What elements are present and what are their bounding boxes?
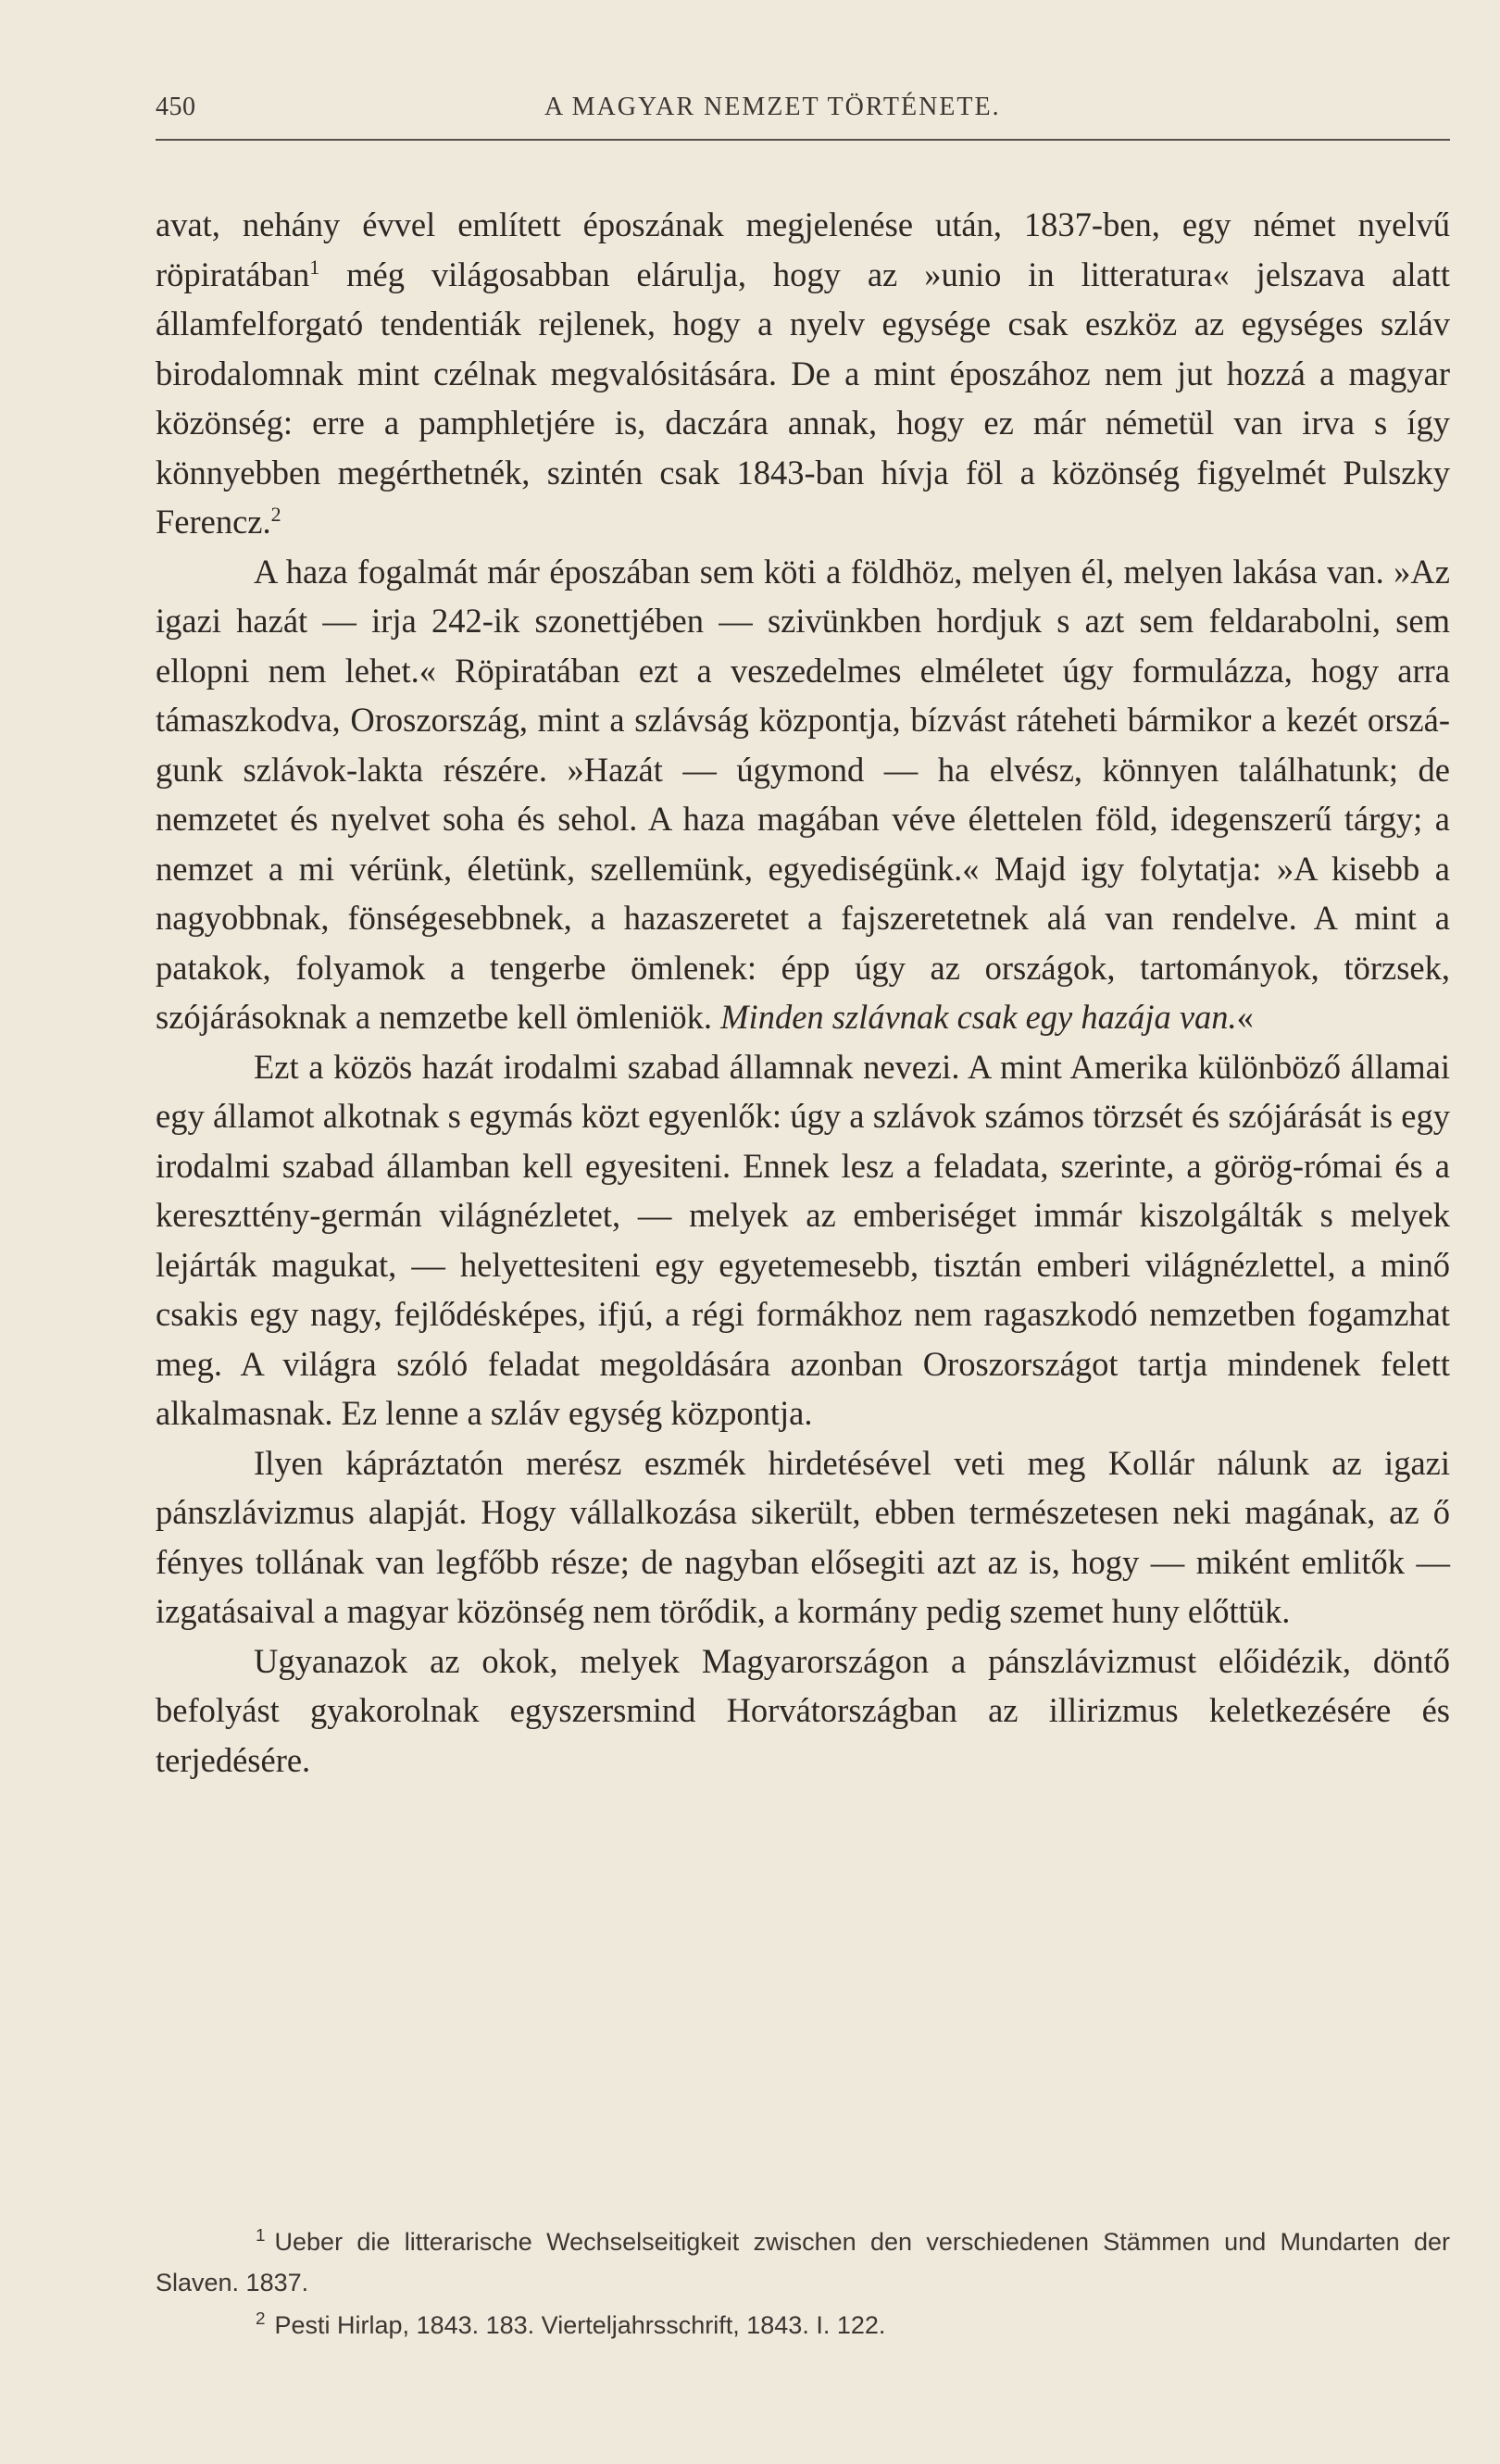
paragraph-text: « xyxy=(1236,998,1254,1036)
paragraph-text: még világosabban elárulja, hogy az »unio in litteratura« jelszava alatt államfelforgató tendentiák rejlenek, hogy a nyelv egysége csak eszköz az egységes szláv birodalomnak mint czélnak megvalósitására. De a mint époszához nem jut hozzá a magyar közönség: erre a pamphletjére is, daczára annak, hogy ez már németül van irva s így könnyebben megérthetnék, szintén csak 1843-ban hívja föl a közönség figyelmét Pulszky Ferencz. xyxy=(156,255,1450,541)
paragraph xyxy=(156,547,1450,1042)
paragraph xyxy=(156,1636,1450,1786)
footnotes xyxy=(156,2221,1450,2347)
footnote-text: Ueber die litterarische Wechselseitigkeit zwischen den verschiedenen Stämmen und Mundarten der Slaven. 1837. xyxy=(156,2228,1450,2296)
footnote-mark: 2 xyxy=(256,2309,266,2329)
footnote xyxy=(156,2221,1450,2303)
running-title: A MAGYAR NEMZET TÖRTÉNETE. xyxy=(544,93,1001,121)
footnote xyxy=(156,2305,1450,2346)
footnote-mark: 1 xyxy=(256,2226,266,2246)
paragraph-text: Ugyanazok az okok, melyek Magyarországon a pánszlávizmust előidézik, döntő befolyást gyakorolnak egyszersmind Horvátországban az illirizmus keletkezésére és terjedésére. xyxy=(156,1641,1450,1779)
page-number: 450 xyxy=(156,93,196,121)
paragraph-text: Ezt a közös hazát irodalmi szabad államnak nevezi. A mint Amerika különböző államai egy államot alkotnak s egymás közt egyenlők: úgy a szlávok számos törzsét és szójárását is egy irodalmi szabad államban kell egyesiteni. Ennek lesz a feladata, szerinte, a görög-római és a kereszttény-germán világnézletet, — melyek az emberiséget immár kiszolgálták s melyek lejárták magukat, — helyettesiteni egy egyetemesebb, tisztán emberi világnézlettel, a minő csakis egy nagy, fejlődésképes, ifjú, a régi formákhoz nem ragaszkodó nemzetben fogamzhat meg. A világra szóló feladat megoldására azonban Oroszországot tartja mindenek felett alkalmasnak. Ez lenne a szláv egység központja. xyxy=(156,1047,1450,1432)
paragraph xyxy=(156,1042,1450,1438)
paragraph xyxy=(156,1438,1450,1636)
paragraph-text: Ilyen kápráztatón merész eszmék hirdetésével veti meg Kollár nálunk az igazi pánszlávizmus alapját. Hogy vállalkozása sikerült, ebben természetesen neki magának, az ő fényes tollának van legfőbb része; de nagyban elősegiti azt az is, hogy — miként emlitők — izgatásaival a magyar közönség nem törődik, a kormány pedig szemet huny előttük. xyxy=(156,1443,1450,1630)
body-text xyxy=(156,200,1450,1785)
paragraph-text: avat, nehány évvel említett époszának megjelenése után, 1837-ben, egy német nyelvű röpiratában xyxy=(156,205,1450,293)
header-rule xyxy=(156,139,1450,141)
page-header xyxy=(156,93,1450,122)
paragraph-text: A haza fogalmát már époszában sem köti a földhöz, melyen él, melyen lakása van. »Az igazi hazát — irja 242-ik szonettjében — szivünkben hordjuk s azt sem feldarabolni, sem ellopni nem lehet.« Röpiratában ezt a veszedelmes elméletet úgy formulázza, hogy arra támaszkodva, Oroszország, mint a szlávság központja, bízvást ráteheti bármikor a kezét országunk szlávok-lakta részére. »Hazát — úgymond — ha elvész, könnyen találhatunk; de nemzetet és nyelvet soha és sehol. A haza magában véve élettelen föld, idegenszerű tárgy; a nemzet a mi vérünk, életünk, szellemünk, egyediségünk.« Majd igy folytatja: »A kisebb a nagyobbnak, fönségesebbnek, a hazaszeretet a fajszeretetnek alá van rendelve. A mint a patakok, folyamok a tengerbe ömlenek: épp úgy az országok, tartományok, törzsek, szójárásoknak a nemzetbe kell ömleniök. xyxy=(156,552,1450,1036)
paragraph xyxy=(156,200,1450,547)
footnote-reference: 2 xyxy=(270,502,281,526)
footnote-text: Pesti Hirlap, 1843. 183. Vierteljahrsschrift, 1843. I. 122. xyxy=(274,2311,886,2339)
italic-text: Minden szlávnak csak egy hazája van. xyxy=(720,998,1237,1036)
footnote-reference: 1 xyxy=(309,255,320,279)
